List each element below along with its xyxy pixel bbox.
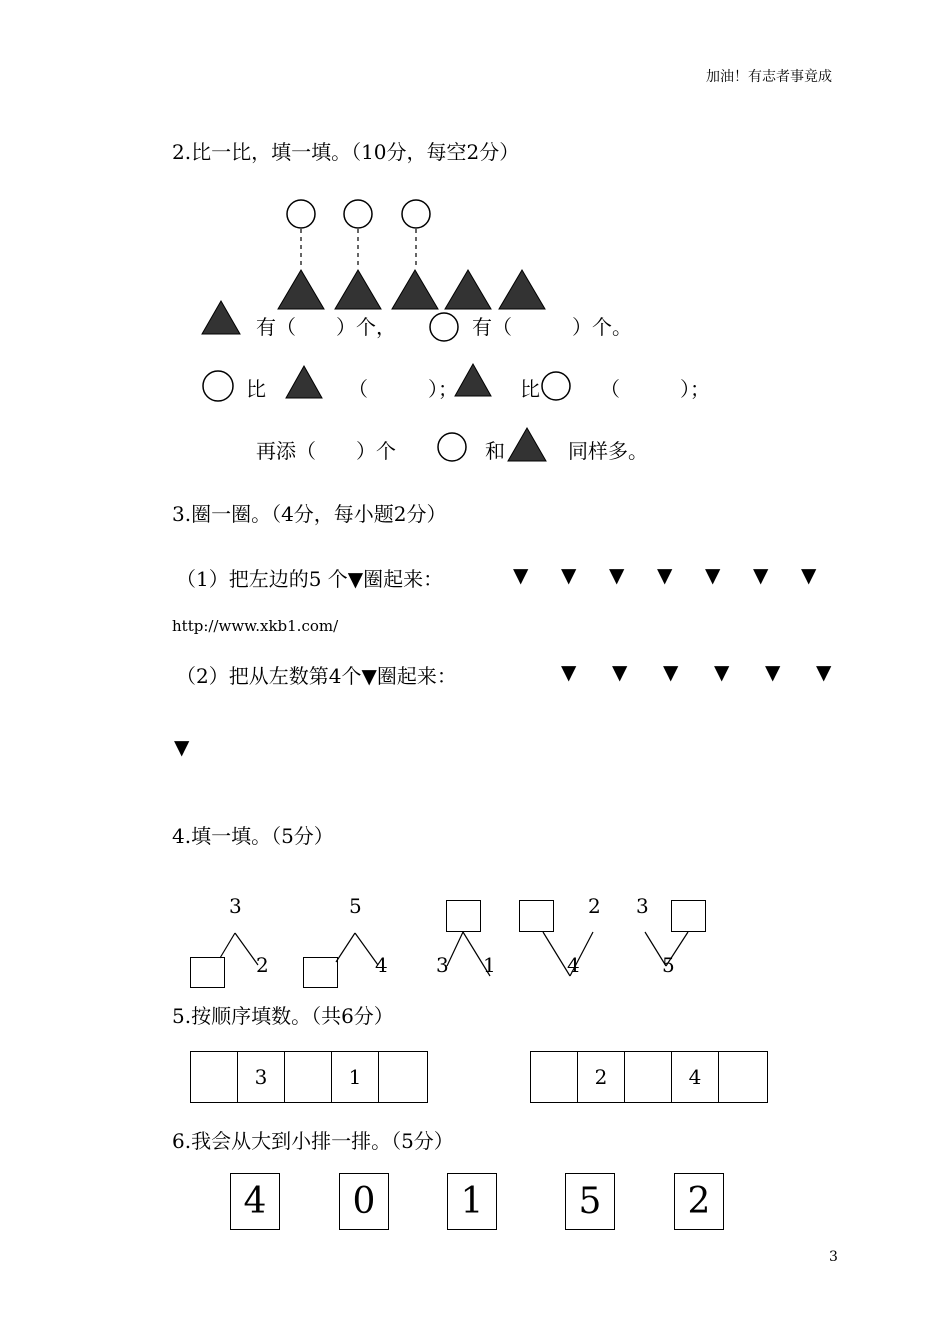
- triangle-icon: [286, 366, 322, 398]
- down-triangle-icon: ▼: [174, 735, 190, 759]
- triangle-icon: [392, 270, 438, 309]
- triangle-icon: [335, 270, 381, 309]
- sequence-cell[interactable]: [531, 1052, 578, 1102]
- split2-right: 4: [375, 953, 388, 977]
- triangle-icon: [445, 270, 491, 309]
- down-triangle-icon: ▼: [801, 563, 817, 587]
- q2-line2-paren2: （ ）；: [600, 377, 710, 401]
- q2-line1-b: 有（ ）个。: [472, 315, 632, 339]
- split5-bottom: 5: [662, 953, 675, 977]
- triangle-icon: [499, 270, 545, 309]
- number-card: 1: [447, 1173, 497, 1230]
- q2-line2-paren1: （ ）；: [348, 377, 458, 401]
- down-triangle-icon: ▼: [816, 660, 832, 684]
- q3-part2: （2）把从左数第4个▼圈起来：: [176, 664, 457, 688]
- triangle-icon: [455, 364, 491, 396]
- sequence-cell[interactable]: [191, 1052, 238, 1102]
- page-number: 3: [829, 1249, 838, 1265]
- split3-answer-box[interactable]: [446, 900, 481, 932]
- q3-part1: （1）把左边的5 个▼圈起来：: [176, 567, 444, 591]
- sequence-row-1: [190, 1051, 428, 1103]
- down-triangle-icon: ▼: [612, 660, 628, 684]
- circle-icon: [438, 433, 466, 461]
- q2-line3-a: 再添（ ）个: [256, 439, 396, 463]
- header-motto: 加油！有志者事竟成: [706, 69, 832, 85]
- down-triangle-icon: ▼: [714, 660, 730, 684]
- circle-icon: [203, 371, 233, 401]
- q2-line2-bi2: 比: [520, 377, 540, 401]
- split1-top: 3: [229, 894, 242, 918]
- down-triangle-icon: ▼: [765, 660, 781, 684]
- split2-top: 5: [349, 894, 362, 918]
- q6-title: 6.我会从大到小排一排。（5分）: [172, 1129, 454, 1153]
- sequence-cell[interactable]: [625, 1052, 672, 1102]
- q2-line3-b: 同样多。: [568, 439, 648, 463]
- split2-answer-box[interactable]: [303, 957, 338, 988]
- sequence-cell: 4: [672, 1052, 719, 1102]
- split4-answer-box[interactable]: [519, 900, 554, 932]
- q2-title: 2.比一比，填一填。（10分，每空2分）: [172, 140, 520, 164]
- sequence-cell: 1: [332, 1052, 379, 1102]
- q2-line1-a: 有（ ）个，: [256, 315, 396, 339]
- circle-icon: [542, 372, 570, 400]
- sequence-cell[interactable]: [379, 1052, 426, 1102]
- q5-title: 5.按顺序填数。（共6分）: [172, 1004, 394, 1028]
- q3-part1-marks: [513, 563, 821, 587]
- down-triangle-icon: ▼: [753, 563, 769, 587]
- split1-answer-box[interactable]: [190, 957, 225, 988]
- split4-bottom: 4: [567, 953, 580, 977]
- down-triangle-icon: ▼: [561, 660, 577, 684]
- triangle-icon: [278, 270, 324, 309]
- number-card: 4: [230, 1173, 280, 1230]
- circle-icon: [287, 200, 315, 228]
- down-triangle-icon: ▼: [513, 563, 529, 587]
- number-card: 2: [674, 1173, 724, 1230]
- sequence-cell[interactable]: [719, 1052, 766, 1102]
- split3-right: 1: [483, 953, 496, 977]
- split3-left: 3: [436, 953, 449, 977]
- down-triangle-icon: ▼: [561, 563, 577, 587]
- sequence-cell: 3: [238, 1052, 285, 1102]
- q2-line3-he: 和: [485, 439, 505, 463]
- split1-right: 2: [256, 953, 269, 977]
- q3-title: 3.圈一圈。（4分，每小题2分）: [172, 502, 447, 526]
- triangle-icon: [202, 301, 240, 334]
- number-card: 0: [339, 1173, 389, 1230]
- down-triangle-icon: ▼: [657, 563, 673, 587]
- sequence-cell: 2: [578, 1052, 625, 1102]
- triangle-icon: [508, 428, 546, 461]
- circle-icon: [344, 200, 372, 228]
- sequence-row-2: [530, 1051, 768, 1103]
- circle-icon: [402, 200, 430, 228]
- source-url: http://www.xkb1.com/: [172, 617, 339, 635]
- split5-top: 3: [636, 894, 649, 918]
- down-triangle-icon: ▼: [663, 660, 679, 684]
- number-card: 5: [565, 1173, 615, 1230]
- q3-part2-marks: [561, 660, 836, 684]
- down-triangle-icon: ▼: [609, 563, 625, 587]
- split5-answer-box[interactable]: [671, 900, 706, 932]
- split4-top: 2: [588, 894, 601, 918]
- q2-line2-bi1: 比: [246, 377, 266, 401]
- down-triangle-icon: ▼: [705, 563, 721, 587]
- circle-icon: [430, 313, 458, 341]
- sequence-cell[interactable]: [285, 1052, 332, 1102]
- q4-title: 4.填一填。（5分）: [172, 824, 334, 848]
